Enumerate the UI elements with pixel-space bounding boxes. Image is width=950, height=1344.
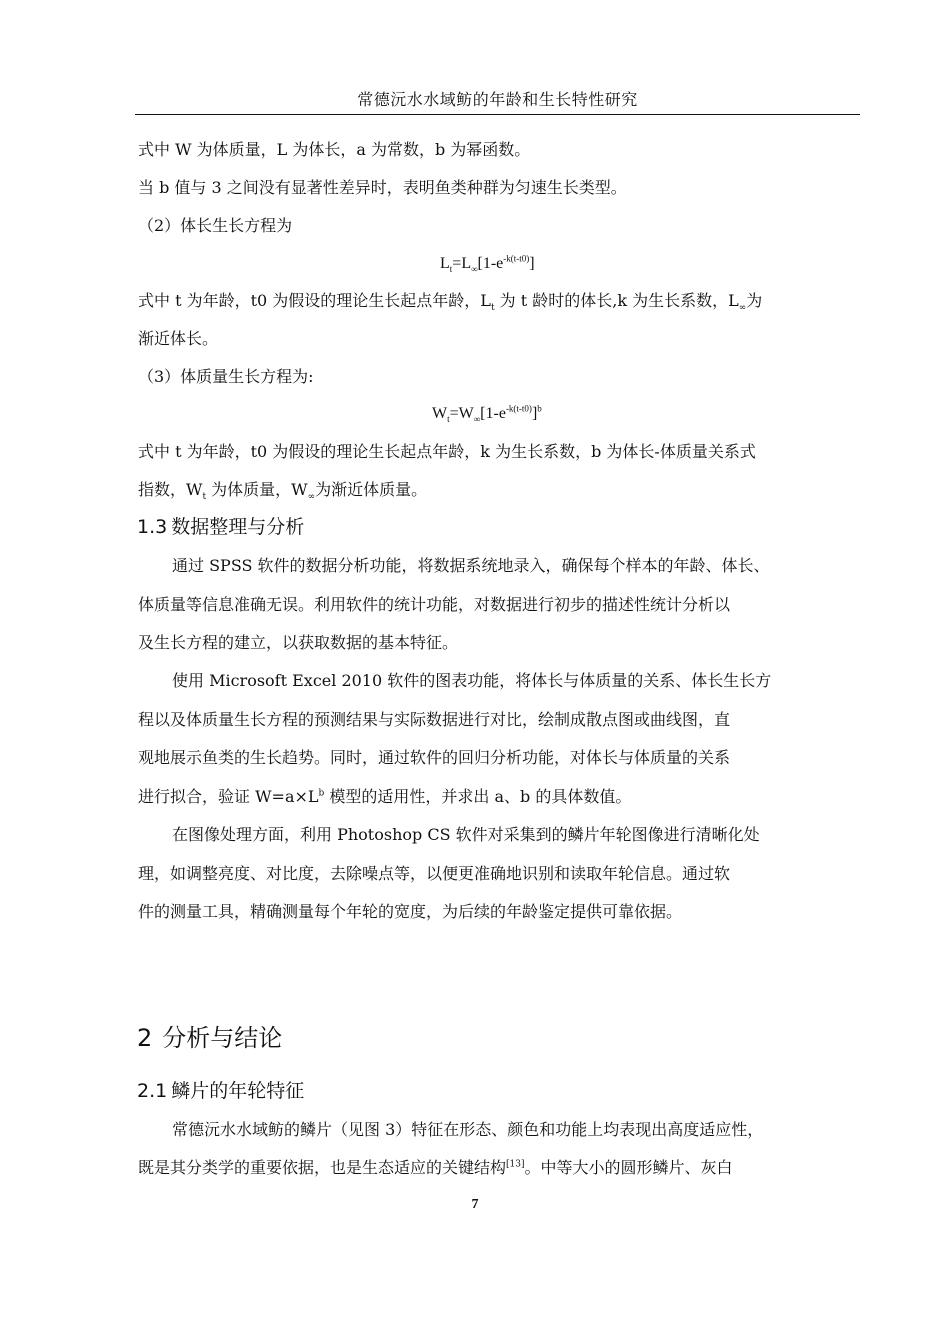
section-heading-1-3 — [137, 515, 304, 539]
text-sub: ∞ — [738, 303, 747, 314]
paragraph-line: 程以及体质量生长方程的预测结果与实际数据进行对比，绘制成散点图或曲线图，直 — [138, 710, 731, 729]
formula-part: =W — [449, 405, 474, 422]
section-heading-2 — [137, 1023, 282, 1053]
paragraph-line: 理，如调整亮度、对比度，去除噪点等，以便更准确地识别和读取年轮信息。通过软 — [138, 864, 731, 883]
text-part: 既是其分类学的重要依据，也是生态适应的关键结构 — [138, 1158, 507, 1177]
text-part: 。中等大小的圆形鳞片、灰白 — [524, 1158, 733, 1177]
section-title: 分析与结论 — [162, 1024, 283, 1052]
paragraph-line — [138, 786, 631, 808]
text-sub: ∞ — [307, 492, 316, 503]
formula-part: =L — [452, 255, 472, 272]
text-line: 式中 t 为年龄，t0 为假设的理论生长起点年龄，k 为生长系数，b 为体长-体质量关系式 — [138, 442, 756, 461]
paragraph-line — [138, 1157, 733, 1179]
section-title: 鳞片的年轮特征 — [171, 1080, 305, 1102]
text-part: 指数，W — [138, 480, 203, 499]
text-line: （3）体质量生长方程为: — [138, 367, 314, 386]
text-part: 为 t 龄时的体长,k 为生长系数，L — [494, 291, 739, 310]
formula-sub: t — [449, 264, 453, 275]
text-line: 渐近体长。 — [138, 329, 219, 348]
paragraph-line: 及生长方程的建立，以获取数据的基本特征。 — [138, 633, 459, 652]
section-number: 2.1 — [137, 1080, 168, 1102]
formula-part: ] — [531, 405, 538, 422]
section-number: 2 — [137, 1024, 153, 1052]
text-part: 模型的适用性，并求出 a、b 的具体数值。 — [324, 787, 632, 806]
paragraph-line: 件的测量工具，精确测量每个年轮的宽度，为后续的年龄鉴定提供可靠依据。 — [138, 902, 683, 921]
running-header: 常德沅水水域鲂的年龄和生长特性研究 — [357, 90, 638, 109]
formula-sup: b — [537, 403, 542, 414]
text-line: （2）体长生长方程为 — [138, 216, 293, 235]
text-part: 进行拟合，验证 W=a×L — [138, 787, 319, 806]
text-sub: t — [490, 303, 495, 314]
paragraph-line: 观地展示鱼类的生长趋势。同时，通过软件的回归分析功能，对体长与体质量的关系 — [138, 748, 731, 767]
formula-sub: ∞ — [471, 264, 478, 275]
paragraph-line: 通过 SPSS 软件的数据分析功能，将数据系统地录入，确保每个样本的年龄、体长、 — [172, 556, 770, 575]
text-sup: b — [318, 788, 325, 799]
text-line: 式中 W 为体质量，L 为体长，a 为常数，b 为幂函数。 — [138, 140, 531, 159]
length-growth-equation — [440, 253, 535, 275]
formula-sup: -k(t-t0) — [505, 403, 532, 414]
header-rule — [135, 114, 860, 115]
text-line — [138, 290, 762, 312]
text-sub: t — [202, 492, 207, 503]
formula-sub: ∞ — [473, 414, 481, 425]
text-part: 为 — [746, 291, 763, 310]
citation-ref: [13] — [506, 1159, 525, 1170]
formula-part: ] — [529, 255, 535, 272]
formula-part: [1-e — [480, 405, 506, 422]
formula-part: [1-e — [477, 255, 504, 272]
text-part: 为渐近体质量。 — [315, 480, 428, 499]
text-line: 当 b 值与 3 之间没有显著性差异时，表明鱼类种群为匀速生长类型。 — [138, 178, 627, 197]
formula-sup: -k(t-t0) — [503, 253, 530, 264]
section-number: 1.3 — [137, 516, 168, 538]
paragraph-line: 常德沅水水域鲂的鳞片（见图 3）特征在形态、颜色和功能上均表现出高度适应性， — [172, 1120, 764, 1139]
formula-part: L — [440, 255, 450, 272]
formula-sub: t — [447, 414, 450, 425]
paragraph-line: 在图像处理方面，利用 Photoshop CS 软件对采集到的鳞片年轮图像进行清晰化处 — [172, 825, 760, 844]
formula-part: W — [432, 405, 448, 422]
paragraph-line: 使用 Microsoft Excel 2010 软件的图表功能，将体长与体质量的关系、体长生长方 — [172, 671, 772, 690]
section-heading-2-1 — [137, 1079, 304, 1103]
page-number: 7 — [471, 1197, 479, 1212]
section-title: 数据整理与分析 — [171, 516, 305, 538]
paragraph-line: 体质量等信息准确无误。利用软件的统计功能，对数据进行初步的描述性统计分析以 — [138, 595, 731, 614]
mass-growth-equation — [432, 403, 542, 425]
text-line — [138, 479, 427, 501]
text-part: 为体质量，W — [206, 480, 308, 499]
text-part: 式中 t 为年龄，t0 为假设的理论生长起点年龄，L — [138, 291, 491, 310]
